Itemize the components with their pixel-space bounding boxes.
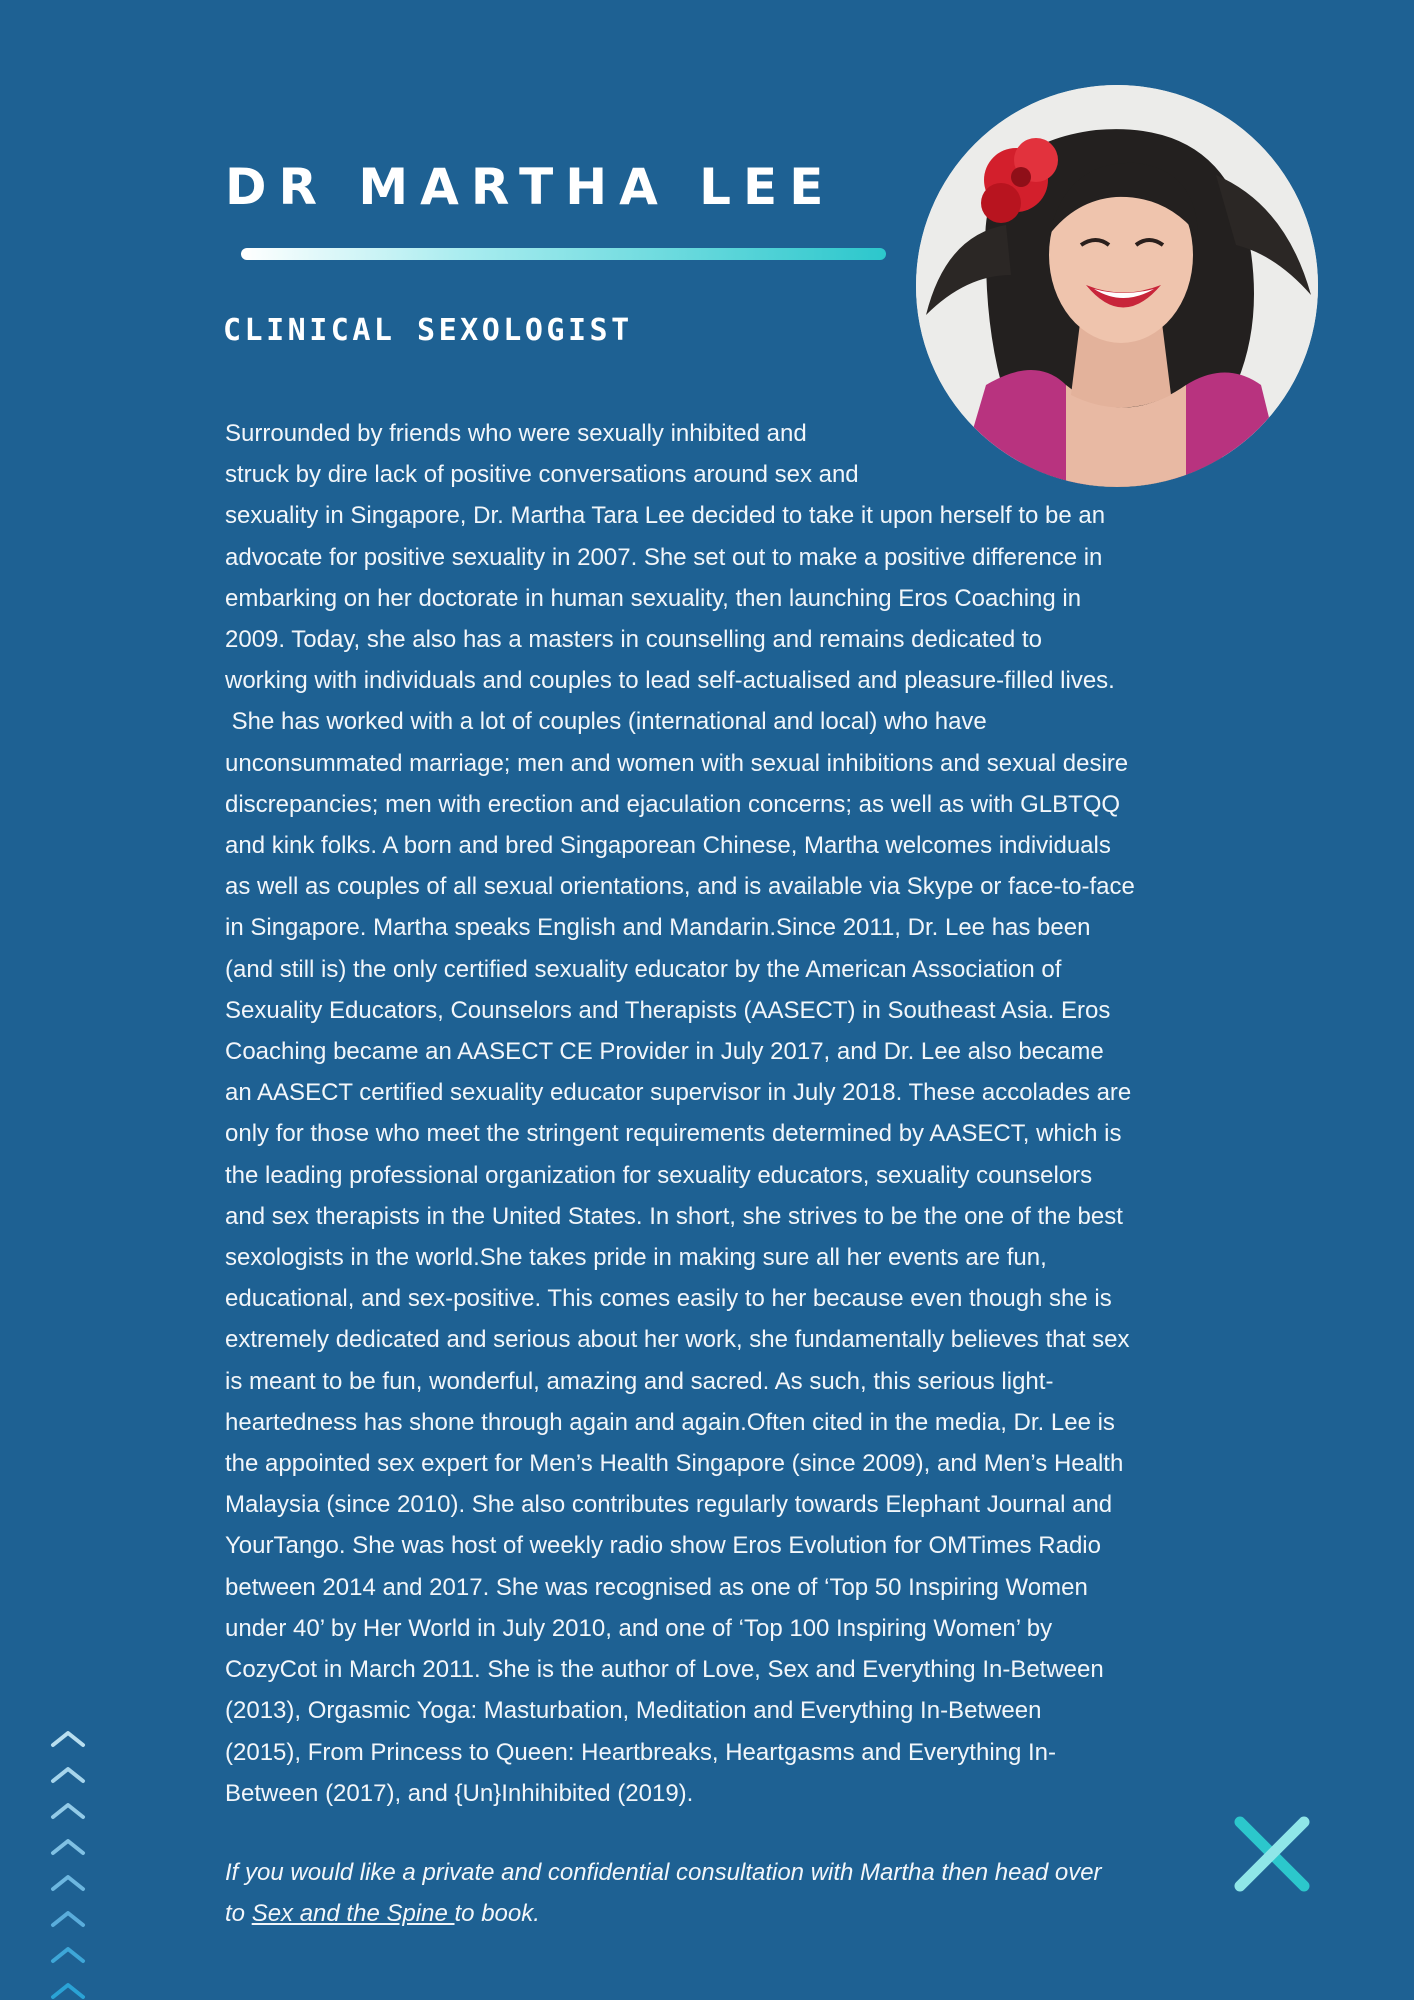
call-to-action: [225, 1852, 1225, 1934]
bio-line: 2009. Today, she also has a masters in counselling and remains dedicated to: [225, 626, 1042, 654]
bio-line: struck by dire lack of positive conversations around sex and: [225, 461, 859, 489]
chevron-up-icon: [53, 1805, 83, 1817]
chevron-up-icon: [53, 1913, 83, 1925]
chevron-up-icon: [53, 1841, 83, 1853]
bio-line: CozyCot in March 2011. She is the author of Love, Sex and Everything In-Between: [225, 1656, 1104, 1684]
cta-prefix: to: [225, 1900, 252, 1928]
bio-text: [225, 413, 1225, 1814]
bio-line: Sexuality Educators, Counselors and Therapists (AASECT) in Southeast Asia. Eros: [225, 996, 1111, 1024]
bio-line: (and still is) the only certified sexuality educator by the American Association of: [225, 955, 1062, 983]
bio-line: sexuality in Singapore, Dr. Martha Tara Lee decided to take it upon herself to be an: [225, 502, 1106, 530]
bio-line: Malaysia (since 2010). She also contributes regularly towards Elephant Journal and: [225, 1491, 1113, 1519]
bio-line: under 40’ by Her World in July 2010, and one of ‘Top 100 Inspiring Women’ by: [225, 1614, 1053, 1642]
bio-line: and kink folks. A born and bred Singaporean Chinese, Martha welcomes individuals: [225, 832, 1111, 860]
chevron-up-icon: [53, 1769, 83, 1781]
chevron-up-icon: [53, 1733, 83, 1745]
chevron-up-icon-stack: [50, 1726, 86, 2000]
title-underline: [241, 248, 886, 260]
bio-line: unconsummated marriage; men and women with sexual inhibitions and sexual desire: [225, 749, 1129, 777]
bio-line: between 2014 and 2017. She was recognised as one of ‘Top 50 Inspiring Women: [225, 1573, 1088, 1601]
cta-line: [225, 1893, 1225, 1934]
bio-line: sexologists in the world.She takes pride in making sure all her events are fun,: [225, 1244, 1047, 1272]
chevron-up-icon: [53, 1877, 83, 1889]
bio-line: embarking on her doctorate in human sexuality, then launching Eros Coaching in: [225, 584, 1082, 612]
bio-line: (2015), From Princess to Queen: Heartbreaks, Heartgasms and Everything In-: [225, 1738, 1057, 1766]
bio-line: educational, and sex-positive. This comes easily to her because even though she is: [225, 1285, 1112, 1313]
bio-line: She has worked with a lot of couples (international and local) who have: [225, 708, 987, 736]
bio-line: in Singapore. Martha speaks English and Mandarin.Since 2011, Dr. Lee has been: [225, 914, 1091, 942]
page-title: DR MARTHA LEE: [225, 158, 836, 216]
close-icon: [1232, 1814, 1312, 1894]
cta-line: If you would like a private and confidential consultation with Martha then head over: [225, 1859, 1102, 1886]
bio-line: discrepancies; men with erection and ejaculation concerns; as well as with GLBTQQ: [225, 790, 1121, 818]
bio-line: heartedness has shone through again and again.Often cited in the media, Dr. Lee is: [225, 1408, 1115, 1436]
bio-line: and sex therapists in the United States. In short, she strives to be the one of the best: [225, 1202, 1123, 1230]
bio-line: the leading professional organization for sexuality educators, sexuality counselors: [225, 1161, 1093, 1189]
cta-suffix: to book.: [454, 1900, 540, 1928]
bio-line: working with individuals and couples to lead self-actualised and pleasure-filled lives.: [225, 667, 1115, 695]
page-subtitle: CLINICAL SEXOLOGIST: [223, 313, 633, 348]
chevron-up-icon: [53, 1985, 83, 1997]
bio-line: extremely dedicated and serious about her work, she fundamentally believes that sex: [225, 1326, 1130, 1354]
bio-line: an AASECT certified sexuality educator supervisor in July 2018. These accolades are: [225, 1079, 1132, 1107]
bio-line: Between (2017), and {Un}Inhihibited (2019).: [225, 1779, 694, 1807]
bio-line: as well as couples of all sexual orientations, and is available via Skype or face-to-face: [225, 873, 1135, 901]
bio-line: the appointed sex expert for Men’s Health Singapore (since 2009), and Men’s Health: [225, 1450, 1124, 1478]
bio-line: YourTango. She was host of weekly radio show Eros Evolution for OMTimes Radio: [225, 1532, 1101, 1560]
sex-and-the-spine-link[interactable]: Sex and the Spine: [251, 1900, 455, 1928]
bio-line: Surrounded by friends who were sexually inhibited and: [225, 420, 807, 447]
bio-line: (2013), Orgasmic Yoga: Masturbation, Meditation and Everything In-Between: [225, 1697, 1042, 1725]
bio-line: is meant to be fun, wonderful, amazing and sacred. As such, this serious light-: [225, 1367, 1054, 1395]
bio-line: Coaching became an AASECT CE Provider in July 2017, and Dr. Lee also became: [225, 1038, 1104, 1066]
bio-line: only for those who meet the stringent requirements determined by AASECT, which is: [225, 1120, 1122, 1148]
bio-line: advocate for positive sexuality in 2007. She set out to make a positive difference in: [225, 543, 1103, 571]
chevron-up-icon: [53, 1949, 83, 1961]
